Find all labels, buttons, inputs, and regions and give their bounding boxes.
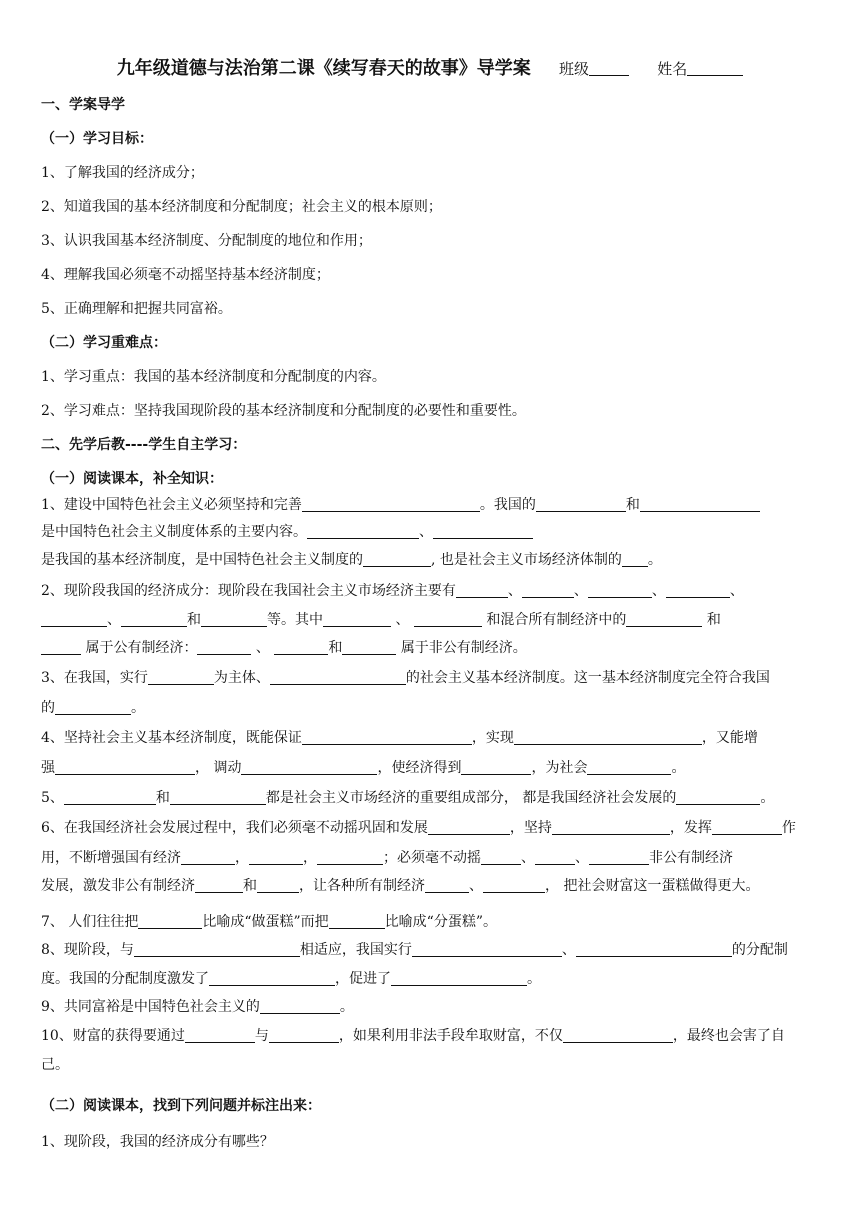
fill-q3-line2: 的 。	[41, 700, 145, 716]
fill-q6-line2: 用，不断增强国有经济 ， ， ；必须毫不动摇 、 、 非公有制经济	[41, 850, 733, 866]
fill-q7: 7、 人们往往把 比喻成“做蛋糕”而把 比喻成“分蛋糕”。	[41, 914, 498, 930]
blank[interactable]	[622, 551, 648, 567]
fill-q6-line1: 6、在我国经济社会发展过程中，我们必须毫不动摇巩固和发展 ，坚持 ，发挥 作	[41, 820, 796, 836]
fill-q6-line3: 发展，激发非公有制经济 和 ，让各种所有制经济 、 ， 把社会财富这一蛋糕做得更大。	[41, 878, 760, 894]
blank[interactable]	[270, 669, 406, 685]
fill-q8-line1: 8、现阶段，与 相适应，我国实行 、 的分配制	[41, 942, 788, 958]
blank[interactable]	[138, 913, 202, 929]
fill-q1-line2: 是中国特色社会主义制度体系的主要内容。 、	[41, 522, 821, 542]
blank[interactable]	[41, 639, 81, 655]
keypoint-item: 2、学习难点：坚持我国现阶段的基本经济制度和分配制度的必要性和重要性。	[41, 403, 526, 419]
blank[interactable]	[514, 729, 702, 745]
fill-q4-line1: 4、坚持社会主义基本经济制度，既能保证 ，实现 ，又能增	[41, 730, 758, 746]
fill-q8-line2: 度。我国的分配制度激发了 ，促进了 。	[41, 971, 541, 987]
goal-item: 2、知道我国的基本经济制度和分配制度；社会主义的根本原则；	[41, 199, 442, 215]
blank[interactable]	[481, 849, 521, 865]
class-label: 班级	[558, 60, 589, 78]
blank[interactable]	[64, 789, 156, 805]
blank[interactable]	[363, 551, 431, 567]
blank[interactable]	[640, 496, 760, 512]
blank[interactable]	[412, 941, 562, 957]
blank[interactable]	[134, 941, 300, 957]
page-title: 九年级道德与法治第二课《续写春天的故事》导学案	[116, 58, 531, 79]
blank[interactable]	[535, 849, 575, 865]
fill-q5: 5、 和 都是社会主义市场经济的重要组成部分， 都是我国经济社会发展的 。	[41, 790, 775, 806]
blank[interactable]	[456, 582, 508, 598]
fill-q1-line3: 是我国的基本经济制度，是中国特色社会主义制度的 , 也是社会主义市场经济体制的 。	[41, 552, 662, 568]
blank[interactable]	[148, 669, 214, 685]
blank[interactable]	[317, 849, 383, 865]
blank[interactable]	[241, 759, 377, 775]
blank[interactable]	[201, 611, 267, 627]
blank[interactable]	[588, 582, 652, 598]
fill-q2-line1: 2、现阶段我国的经济成分：现阶段在我国社会主义市场经济主要有 、 、 、 、	[41, 583, 744, 599]
blank[interactable]	[461, 759, 531, 775]
goal-item: 1、了解我国的经济成分；	[41, 165, 204, 181]
blank[interactable]	[257, 877, 299, 893]
blank[interactable]	[589, 849, 649, 865]
section-heading-guide: 一、学案导学	[41, 97, 125, 113]
blank[interactable]	[170, 789, 266, 805]
blank[interactable]	[536, 496, 626, 512]
goal-item: 3、认识我国基本经济制度、分配制度的地位和作用；	[41, 233, 372, 249]
blank[interactable]	[587, 759, 671, 775]
name-blank[interactable]	[687, 61, 743, 76]
blank[interactable]	[483, 877, 545, 893]
blank[interactable]	[428, 819, 510, 835]
subheading-goals: （一）学习目标：	[41, 131, 153, 147]
blank[interactable]	[302, 496, 480, 512]
blank[interactable]	[55, 759, 195, 775]
fill-q2-line3: 属于公有制经济： 、 和 属于非公有制经济。	[41, 638, 821, 658]
blank[interactable]	[269, 1027, 339, 1043]
fill-q9: 9、共同富裕是中国特色社会主义的 。	[41, 999, 354, 1015]
blank[interactable]	[626, 611, 702, 627]
blank[interactable]	[425, 877, 469, 893]
name-label: 姓名	[657, 60, 688, 78]
blank[interactable]	[666, 582, 730, 598]
blank[interactable]	[414, 611, 482, 627]
blank[interactable]	[185, 1027, 255, 1043]
blank[interactable]	[391, 970, 527, 986]
fill-q4-line2: 强 ， 调动 ，使经济得到 ，为社会 。	[41, 760, 686, 776]
blank[interactable]	[249, 849, 303, 865]
blank[interactable]	[522, 582, 574, 598]
blank[interactable]	[307, 523, 419, 539]
blank[interactable]	[676, 789, 760, 805]
blank[interactable]	[260, 998, 340, 1014]
blank[interactable]	[302, 729, 472, 745]
subheading-keypoints: （二）学习重难点：	[41, 335, 167, 351]
fill-q1-line1: 1、建设中国特色社会主义必须坚持和完善 。我国的 和	[41, 495, 821, 515]
section-heading-selfstudy: 二、先学后教----学生自主学习：	[41, 437, 247, 453]
fill-q10-line1: 10、财富的获得要通过 与 ，如果利用非法手段牟取财富，不仅 ，最终也会害了自	[41, 1028, 785, 1044]
goal-item: 5、正确理解和把握共同富裕。	[41, 301, 232, 317]
blank[interactable]	[342, 639, 396, 655]
fill-q10-line2: 己。	[41, 1057, 69, 1073]
worksheet-header	[0, 54, 860, 80]
subheading-find-mark: （二）阅读课本，找到下列问题并标注出来：	[41, 1098, 321, 1114]
blank[interactable]	[563, 1027, 673, 1043]
blank[interactable]	[433, 523, 533, 539]
blank[interactable]	[552, 819, 670, 835]
fill-q3-line1: 3、在我国，实行 为主体、 的社会主义基本经济制度。这一基本经济制度完全符合我国	[41, 670, 770, 686]
class-blank[interactable]	[589, 61, 629, 76]
blank[interactable]	[195, 877, 243, 893]
blank[interactable]	[323, 611, 391, 627]
keypoint-item: 1、学习重点：我国的基本经济制度和分配制度的内容。	[41, 369, 386, 385]
blank[interactable]	[274, 639, 328, 655]
blank[interactable]	[576, 941, 732, 957]
blank[interactable]	[181, 849, 235, 865]
blank[interactable]	[41, 611, 107, 627]
goal-item: 4、理解我国必须毫不动摇坚持基本经济制度；	[41, 267, 330, 283]
fill-q2-line2: 、 和 等。其中 、 和混合所有制经济中的 和	[41, 610, 821, 630]
blank[interactable]	[121, 611, 187, 627]
blank[interactable]	[329, 913, 385, 929]
blank[interactable]	[197, 639, 251, 655]
blank[interactable]	[55, 699, 131, 715]
blank[interactable]	[209, 970, 335, 986]
question-item: 1、现阶段，我国的经济成分有哪些？	[41, 1134, 274, 1150]
blank[interactable]	[712, 819, 782, 835]
subheading-fill-in: （一）阅读课本，补全知识：	[41, 471, 223, 487]
